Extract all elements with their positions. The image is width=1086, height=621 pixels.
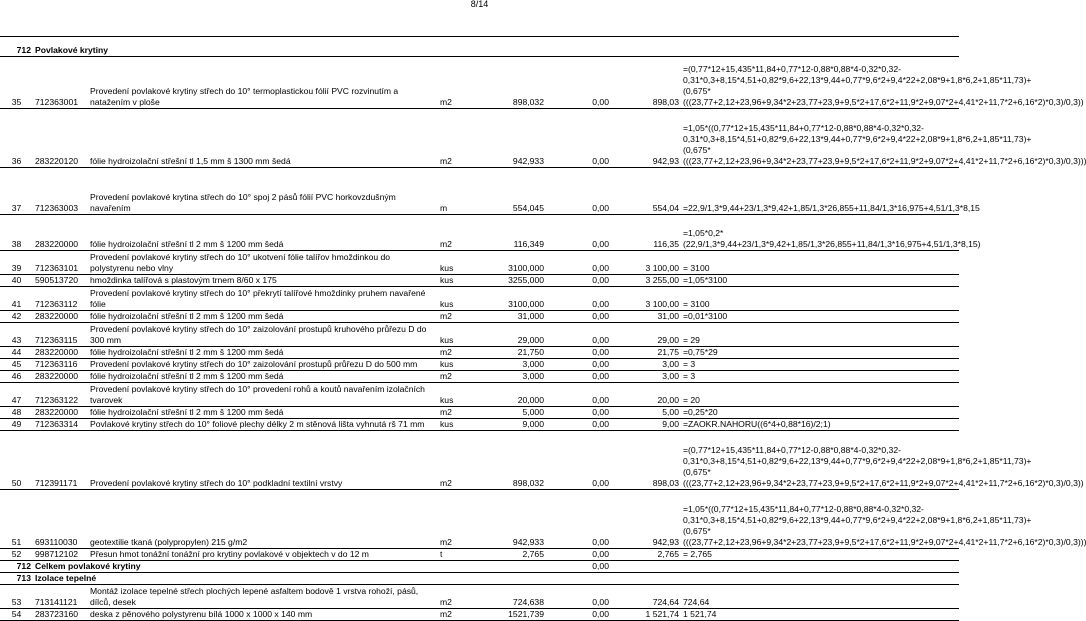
item-code-cell: Povlakové krytiny — [33, 37, 88, 57]
quantity-cell: 20,000 — [466, 383, 546, 407]
total-price-cell: 21,75 — [611, 347, 681, 359]
quantity-formula-cell: = 3 — [681, 359, 959, 371]
unit-price-cell — [546, 37, 611, 57]
total-price-cell: 29,00 — [611, 323, 681, 347]
item-description-cell: Provedení povlakové krytiny střech do 10° zaizolování prostupů průřezu D do 500 mm — [88, 359, 438, 371]
row-number-cell: 42 — [0, 311, 33, 323]
quantity-formula-cell: = 2,765 — [681, 549, 959, 561]
page-number: 8/14 — [470, 0, 489, 9]
unit-cell: kus — [438, 287, 466, 311]
quantity-cell: 3,000 — [466, 371, 546, 383]
item-code-cell: 713141121 — [33, 585, 88, 609]
total-price-cell: 3,00 — [611, 359, 681, 371]
total-price-cell — [611, 573, 681, 585]
unit-price-cell: 0,00 — [546, 609, 611, 621]
item-description-cell: fólie hydroizolační střešní tl 2 mm š 1200 mm šedá — [88, 347, 438, 359]
item-description-cell: fólie hydroizolační střešní tl 2 mm š 1200 mm šedá — [88, 407, 438, 419]
unit-cell: m2 — [438, 57, 466, 109]
quantity-cell: 9,000 — [466, 419, 546, 431]
quantity-formula-cell: =ZAOKR.NAHORU((6*4+0,88*16)/2;1) — [681, 419, 959, 431]
total-price-cell — [611, 561, 681, 573]
row-number-cell: 46 — [0, 371, 33, 383]
quantity-formula-cell: =22,9/1,3*9,44+23/1,3*9,42+1,85/1,3*26,855+11,84/1,3*16,975+4,51/1,3*8,15 — [681, 168, 959, 215]
unit-cell: m2 — [438, 431, 466, 490]
table-row — [0, 109, 959, 168]
unit-price-cell: 0,00 — [546, 215, 611, 251]
total-price-cell — [611, 37, 681, 57]
item-description-cell: Montáž izolace tepelné střech plochých lepené asfaltem bodově 1 vrstva rohoží, pásů, dílců, desek — [88, 585, 438, 609]
unit-cell — [438, 561, 466, 573]
row-number-cell: 53 — [0, 585, 33, 609]
section-row — [0, 561, 959, 573]
total-price-cell: 1 521,74 — [611, 609, 681, 621]
table-row — [0, 323, 959, 347]
total-price-cell: 9,00 — [611, 419, 681, 431]
item-description-cell: fólie hydroizolační střešní tl 1,5 mm š 1300 mm šedá — [88, 109, 438, 168]
quantity-cell: 942,933 — [466, 109, 546, 168]
table-row — [0, 311, 959, 323]
quantity-formula-cell — [681, 37, 959, 57]
unit-price-cell: 0,00 — [546, 407, 611, 419]
table-row — [0, 431, 959, 490]
unit-cell: kus — [438, 383, 466, 407]
item-code-cell: 712391171 — [33, 431, 88, 490]
item-code-cell: 590513720 — [33, 275, 88, 287]
item-code-cell: 712363122 — [33, 383, 88, 407]
unit-cell: kus — [438, 251, 466, 275]
quantity-cell: 5,000 — [466, 407, 546, 419]
row-number-cell: 36 — [0, 109, 33, 168]
row-number-cell: 44 — [0, 347, 33, 359]
item-code-cell: 693110030 — [33, 490, 88, 549]
item-description-cell: Provedení povlakové krytiny střech do 10° zaizolování prostupů kruhového průřezu D do 300 mm — [88, 323, 438, 347]
unit-cell — [438, 37, 466, 57]
quantity-cell: 116,349 — [466, 215, 546, 251]
unit-cell: m2 — [438, 311, 466, 323]
unit-price-cell: 0,00 — [546, 561, 611, 573]
unit-cell: m2 — [438, 347, 466, 359]
row-number-cell: 39 — [0, 251, 33, 275]
unit-price-cell: 0,00 — [546, 371, 611, 383]
item-code-cell: 712363112 — [33, 287, 88, 311]
table-row — [0, 251, 959, 275]
item-code-cell: 712363116 — [33, 359, 88, 371]
quantity-formula-cell — [681, 561, 959, 573]
quantity-cell: 29,000 — [466, 323, 546, 347]
total-price-cell: 116,35 — [611, 215, 681, 251]
unit-cell: m2 — [438, 609, 466, 621]
table-row — [0, 585, 959, 609]
item-description-cell: Provedení povlakové krytiny střech do 10° překrytí talířové hmoždinky pruhem navařené fólie — [88, 287, 438, 311]
item-code-cell: 283723160 — [33, 609, 88, 621]
total-price-cell: 898,03 — [611, 57, 681, 109]
row-number-cell: 47 — [0, 383, 33, 407]
quantity-formula-cell: =1,05*((0,77*12+15,435*11,84+0,77*12-0,88*0,88*4-0,32*0,32-0,31*0,3+8,15*4,51+0,82*9,6+22,13*9,44+0,77*9,6*2+9,4*22+2,08*9+1,8*6,2+1,85*11,73)+(0,675*(((23,77+2,12+23,96+9,34*2+23,77+23,9+9,5*2+17,6*2+11,9*2+9,07*2+4,41*2+11,7*2+6,16*2)*0,3)/0,3))) — [681, 109, 959, 168]
table-row — [0, 347, 959, 359]
quantity-formula-cell: =0,75*29 — [681, 347, 959, 359]
item-description-cell: fólie hydroizolační střešní tl 2 mm š 1200 mm šedá — [88, 311, 438, 323]
total-price-cell: 724,64 — [611, 585, 681, 609]
unit-price-cell: 0,00 — [546, 585, 611, 609]
table-row — [0, 359, 959, 371]
quantity-cell: 3,000 — [466, 359, 546, 371]
budget-table — [0, 36, 1086, 621]
unit-cell — [438, 573, 466, 585]
item-code-cell: 283220000 — [33, 347, 88, 359]
item-description-cell: Provedení povlakové krytina střech do 10° spoj 2 pásů fólií PVC horkovzdušným navařením — [88, 168, 438, 215]
item-code-cell: Izolace tepelné — [35, 573, 97, 583]
unit-price-cell: 0,00 — [546, 57, 611, 109]
total-price-cell: 898,03 — [611, 431, 681, 490]
quantity-cell: 898,032 — [466, 57, 546, 109]
quantity-cell: 1521,739 — [466, 609, 546, 621]
row-number-cell: 41 — [0, 287, 33, 311]
table-row — [0, 549, 959, 561]
item-description-cell: Provedení povlakové krytiny střech do 10° provedení rohů a koutů navařením izolačních tvarovek — [88, 383, 438, 407]
table-row — [0, 490, 959, 549]
item-code-cell: 283220000 — [33, 407, 88, 419]
unit-price-cell: 0,00 — [546, 323, 611, 347]
unit-price-cell: 0,00 — [546, 490, 611, 549]
row-number-cell: 54 — [0, 609, 33, 621]
quantity-cell — [466, 561, 546, 573]
table-row — [0, 168, 959, 215]
item-code-cell: Celkem povlakové krytiny — [35, 561, 141, 571]
table-row — [0, 57, 959, 109]
quantity-formula-cell: =0,25*20 — [681, 407, 959, 419]
row-number-cell: 712 — [0, 561, 33, 573]
unit-price-cell: 0,00 — [546, 311, 611, 323]
unit-cell: m — [438, 168, 466, 215]
row-number-cell: 48 — [0, 407, 33, 419]
unit-cell: m2 — [438, 585, 466, 609]
item-description-cell: deska z pěnového polystyrenu bílá 1000 x 1000 x 140 mm — [88, 609, 438, 621]
item-code-cell: 283220000 — [33, 215, 88, 251]
unit-cell: m2 — [438, 490, 466, 549]
total-price-cell: 942,93 — [611, 109, 681, 168]
item-description-cell — [88, 573, 438, 585]
unit-cell: kus — [438, 419, 466, 431]
row-number-cell: 38 — [0, 215, 33, 251]
table-row — [0, 215, 959, 251]
quantity-cell: 3100,000 — [466, 251, 546, 275]
total-price-cell: 20,00 — [611, 383, 681, 407]
budget-table-body — [0, 37, 1086, 621]
table-row — [0, 383, 959, 407]
table-row — [0, 419, 959, 431]
unit-price-cell: 0,00 — [546, 431, 611, 490]
unit-cell: t — [438, 549, 466, 561]
unit-cell: kus — [438, 323, 466, 347]
quantity-formula-cell: =(0,77*12+15,435*11,84+0,77*12-0,88*0,88*4-0,32*0,32-0,31*0,3+8,15*4,51+0,82*9,6+22,13*9,44+0,77*9,6*2+9,4*22+2,08*9+1,8*6,2+1,85*11,73)+(0,675*(((23,77+2,12+23,96+9,34*2+23,77+23,9+9,5*2+17,6*2+11,9*2+9,07*2+4,41*2+11,7*2+6,16*2)*0,3)/0,3)) — [681, 57, 959, 109]
quantity-cell: 21,750 — [466, 347, 546, 359]
unit-cell: kus — [438, 275, 466, 287]
quantity-formula-cell: 1 521,74 — [681, 609, 959, 621]
quantity-formula-cell: =1,05*((0,77*12+15,435*11,84+0,77*12-0,88*0,88*4-0,32*0,32-0,31*0,3+8,15*4,51+0,82*9,6+22,13*9,44+0,77*9,6*2+9,4*22+2,08*9+1,8*6,2+1,85*11,73)+(0,675*(((23,77+2,12+23,96+9,34*2+23,77+23,9+9,5*2+17,6*2+11,9*2+9,07*2+4,41*2+11,7*2+6,16*2)*0,3)/0,3))) — [681, 490, 959, 549]
total-price-cell: 3 100,00 — [611, 251, 681, 275]
row-number-cell: 52 — [0, 549, 33, 561]
item-code-cell: 283220000 — [33, 311, 88, 323]
row-number-cell: 50 — [0, 431, 33, 490]
quantity-cell: 31,000 — [466, 311, 546, 323]
unit-price-cell: 0,00 — [546, 359, 611, 371]
quantity-cell: 898,032 — [466, 431, 546, 490]
unit-cell: m2 — [438, 109, 466, 168]
unit-cell: m2 — [438, 371, 466, 383]
item-description-cell: geotextilie tkaná (polypropylen) 215 g/m2 — [88, 490, 438, 549]
row-number-cell: 712 — [0, 37, 33, 57]
item-description-cell: Provedení povlakové krytiny střech do 10° termoplastickou fólií PVC rozvinutím a natažením v ploše — [88, 57, 438, 109]
item-description-cell: fólie hydroizolační střešní tl 2 mm š 1200 mm šedá — [88, 371, 438, 383]
total-price-cell: 554,04 — [611, 168, 681, 215]
table-row — [0, 407, 959, 419]
row-number-cell: 35 — [0, 57, 33, 109]
quantity-formula-cell: =0,01*3100 — [681, 311, 959, 323]
quantity-formula-cell: =1,05*3100 — [681, 275, 959, 287]
quantity-cell: 724,638 — [466, 585, 546, 609]
unit-cell: kus — [438, 359, 466, 371]
unit-price-cell — [546, 573, 611, 585]
item-code-cell: 712363101 — [33, 251, 88, 275]
total-price-cell: 3,00 — [611, 371, 681, 383]
quantity-cell: 942,933 — [466, 490, 546, 549]
item-description-cell: Povlakové krytiny střech do 10° foliové plechy délky 2 m stěnová lišta vyhnutá rš 71 mm — [88, 419, 438, 431]
quantity-cell: 3255,000 — [466, 275, 546, 287]
quantity-formula-cell: 724,64 — [681, 585, 959, 609]
row-number-cell: 51 — [0, 490, 33, 549]
row-number-cell: 45 — [0, 359, 33, 371]
quantity-formula-cell: =1,05*0,2*(22,9/1,3*9,44+23/1,3*9,42+1,85/1,3*26,855+11,84/1,3*16,975+4,51/1,3*8,15) — [681, 215, 959, 251]
row-number-cell: 713 — [0, 573, 33, 585]
table-row — [0, 609, 959, 621]
quantity-formula-cell — [681, 573, 959, 585]
total-price-cell: 31,00 — [611, 311, 681, 323]
unit-price-cell: 0,00 — [546, 549, 611, 561]
total-price-cell: 942,93 — [611, 490, 681, 549]
item-code-cell: 283220120 — [33, 109, 88, 168]
quantity-formula-cell: = 3100 — [681, 251, 959, 275]
item-code-cell: 712363001 — [33, 57, 88, 109]
unit-price-cell: 0,00 — [546, 419, 611, 431]
item-description-cell: Přesun hmot tonážní tonážní pro krytiny povlakové v objektech v do 12 m — [88, 549, 438, 561]
unit-price-cell: 0,00 — [546, 347, 611, 359]
unit-price-cell: 0,00 — [546, 251, 611, 275]
item-code-cell: 712363003 — [33, 168, 88, 215]
unit-price-cell: 0,00 — [546, 383, 611, 407]
quantity-formula-cell: = 20 — [681, 383, 959, 407]
row-number-cell: 37 — [0, 168, 33, 215]
table-row — [0, 287, 959, 311]
table-row — [0, 275, 959, 287]
item-code-cell: 998712102 — [33, 549, 88, 561]
quantity-formula-cell: = 3100 — [681, 287, 959, 311]
quantity-cell — [466, 573, 546, 585]
unit-price-cell: 0,00 — [546, 287, 611, 311]
total-price-cell: 5,00 — [611, 407, 681, 419]
row-number-cell: 43 — [0, 323, 33, 347]
unit-cell: m2 — [438, 407, 466, 419]
total-price-cell: 3 100,00 — [611, 287, 681, 311]
item-description-cell — [88, 37, 438, 57]
quantity-cell: 554,045 — [466, 168, 546, 215]
unit-price-cell: 0,00 — [546, 275, 611, 287]
quantity-formula-cell: = 29 — [681, 323, 959, 347]
unit-price-cell: 0,00 — [546, 109, 611, 168]
row-number-cell: 40 — [0, 275, 33, 287]
unit-cell: m2 — [438, 215, 466, 251]
item-code-cell: 712363115 — [33, 323, 88, 347]
item-description-cell: hmoždinka talířová s plastovým trnem 8/60 x 175 — [88, 275, 438, 287]
item-code-cell: 712363314 — [33, 419, 88, 431]
section-row — [0, 37, 959, 57]
row-number-cell: 49 — [0, 419, 33, 431]
table-row — [0, 371, 959, 383]
quantity-cell: 2,765 — [466, 549, 546, 561]
quantity-cell: 3100,000 — [466, 287, 546, 311]
total-price-cell: 2,765 — [611, 549, 681, 561]
unit-price-cell: 0,00 — [546, 168, 611, 215]
quantity-cell — [466, 37, 546, 57]
item-description-cell: Provedení povlakové krytiny střech do 10° ukotvení fólie talířov hmoždinkou do polystyrenu nebo vlny — [88, 251, 438, 275]
total-price-cell: 3 255,00 — [611, 275, 681, 287]
item-code-cell: 283220000 — [33, 371, 88, 383]
item-description-cell: fólie hydroizolační střešní tl 2 mm š 1200 mm šedá — [88, 215, 438, 251]
quantity-formula-cell: = 3 — [681, 371, 959, 383]
item-description-cell: Provedení povlakové krytiny střech do 10° podkladní textilní vrstvy — [88, 431, 438, 490]
quantity-formula-cell: =(0,77*12+15,435*11,84+0,77*12-0,88*0,88*4-0,32*0,32-0,31*0,3+8,15*4,51+0,82*9,6+22,13*9,44+0,77*9,6*2+9,4*22+2,08*9+1,8*6,2+1,85*11,73)+(0,675*(((23,77+2,12+23,96+9,34*2+23,77+23,9+9,5*2+17,6*2+11,9*2+9,07*2+4,41*2+11,7*2+6,16*2)*0,3)/0,3)) — [681, 431, 959, 490]
section-row — [0, 573, 959, 585]
